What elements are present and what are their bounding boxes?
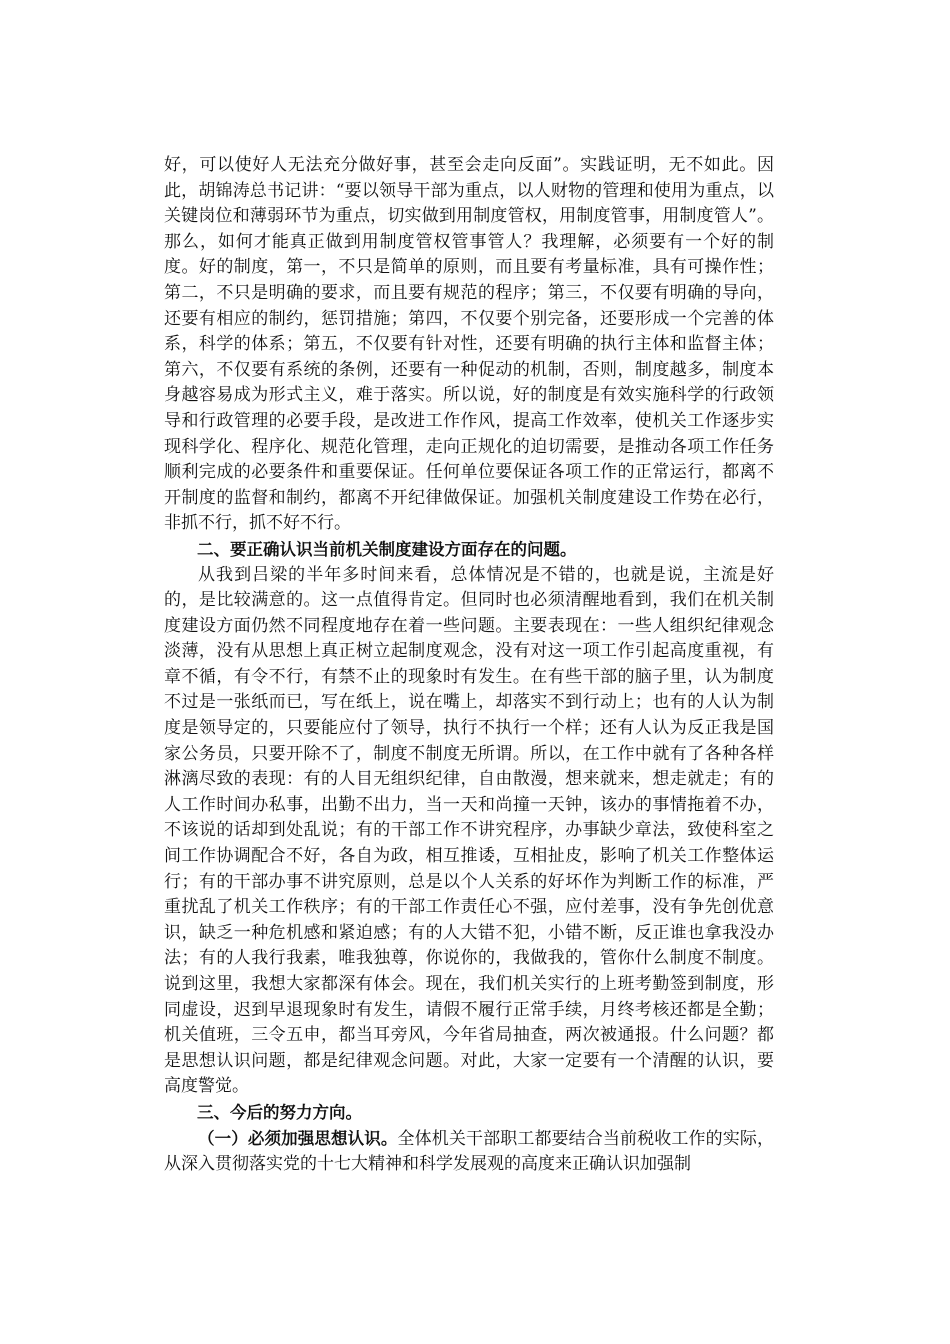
section-heading-2: 二、要正确认识当前机关制度建设方面存在的问题。 <box>197 539 577 559</box>
section-heading-3: 三、今后的努力方向。 <box>197 1102 362 1122</box>
document-page <box>164 153 774 1178</box>
subsection-lead: （一）必须加强思想认识。 <box>198 1128 398 1148</box>
body-paragraph-3 <box>164 1126 774 1178</box>
body-paragraph-1: 好，可以使好人无法充分做好事，甚至会走向反面”。实践证明，无不如此。因此，胡锦涛总书记讲：“要以领导干部为重点，以人财物的管理和使用为重点，以关键岗位和薄弱环节为重点，切实做到用制度管权，用制度管事，用制度管人”。那么，如何才能真正做到用制度管权管事管人？我理解，必须要有一个好的制度。好的制度，第一，不只是简单的原则，而且要有考量标准，具有可操作性；第二，不只是明确的要求，而且要有规范的程序；第三，不仅要有明确的导向，还要有相应的制约，惩罚措施；第四，不仅要个别完备，还要形成一个完善的体系，科学的体系；第五，不仅要有针对性，还要有明确的执行主体和监督主体；第六，不仅要有系统的条例，还要有一种促动的机制，否则，制度越多，制度本身越容易成为形式主义，难于落实。所以说，好的制度是有效实施科学的行政领导和行政管理的必要手段，是改进工作作风，提高工作效率，使机关工作逐步实现科学化、程序化、规范化管理，走向正规化的迫切需要，是推动各项工作任务顺利完成的必要条件和重要保证。任何单位要保证各项工作的正常运行，都离不开制度的监督和制约，都离不开纪律做保证。加强机关制度建设工作势在必行，非抓不行，抓不好不行。 <box>164 155 774 534</box>
body-paragraph-2: 从我到吕梁的半年多时间来看，总体情况是不错的，也就是说，主流是好的，是比较满意的。这一点值得肯定。但同时也必须清醒地看到，我们在机关制度建设方面仍然不同程度地存在着一些问题。主要表现在：一些人组织纪律观念淡薄，没有从思想上真正树立起制度观念，没有对这一项工作引起高度重视，有章不循，有令不行，有禁不止的现象时有发生。在有些干部的脑子里，认为制度不过是一张纸而已，写在纸上，说在嘴上，却落实不到行动上；也有的人认为制度是领导定的，只要能应付了领导，执行不执行一个样；还有人认为反正我是国家公务员，只要开除不了，制度不制度无所谓。所以，在工作中就有了各种各样淋漓尽致的表现：有的人目无组织纪律，自由散漫，想来就来，想走就走；有的人工作时间办私事，出勤不出力，当一天和尚撞一天钟，该办的事情拖着不办，不该说的话却到处乱说；有的干部工作不讲究程序，办事缺少章法，致使科室之间工作协调配合不好，各自为政，相互推诿，互相扯皮，影响了机关工作整体运行；有的干部办事不讲究原则，总是以个人关系的好坏作为判断工作的标准，严重扰乱了机关工作秩序；有的干部工作责任心不强，应付差事，没有争先创优意识，缺乏一种危机感和紧迫感；有的人大错不犯，小错不断，反正谁也拿我没办法；有的人我行我素，唯我独尊，你说你的，我做我的，管你什么制度不制度。说到这里，我想大家都深有体会。现在，我们机关实行的上班考勤签到制度，形同虚设，迟到早退现象时有发生，请假不履行正常手续，月终考核还都是全勤；机关值班，三令五申，都当耳旁风，今年省局抽查，两次被通报。什么问题？都是思想认识问题，都是纪律观念问题。对此，大家一定要有一个清醒的认识，要高度警觉。 <box>164 564 774 1097</box>
subsection-body: 全体机关干部职工都要结合当前税收工作的实际，从深入贯彻落实党的十七大精神和科学发展观的高度来正确认识加强制 <box>164 1128 775 1175</box>
